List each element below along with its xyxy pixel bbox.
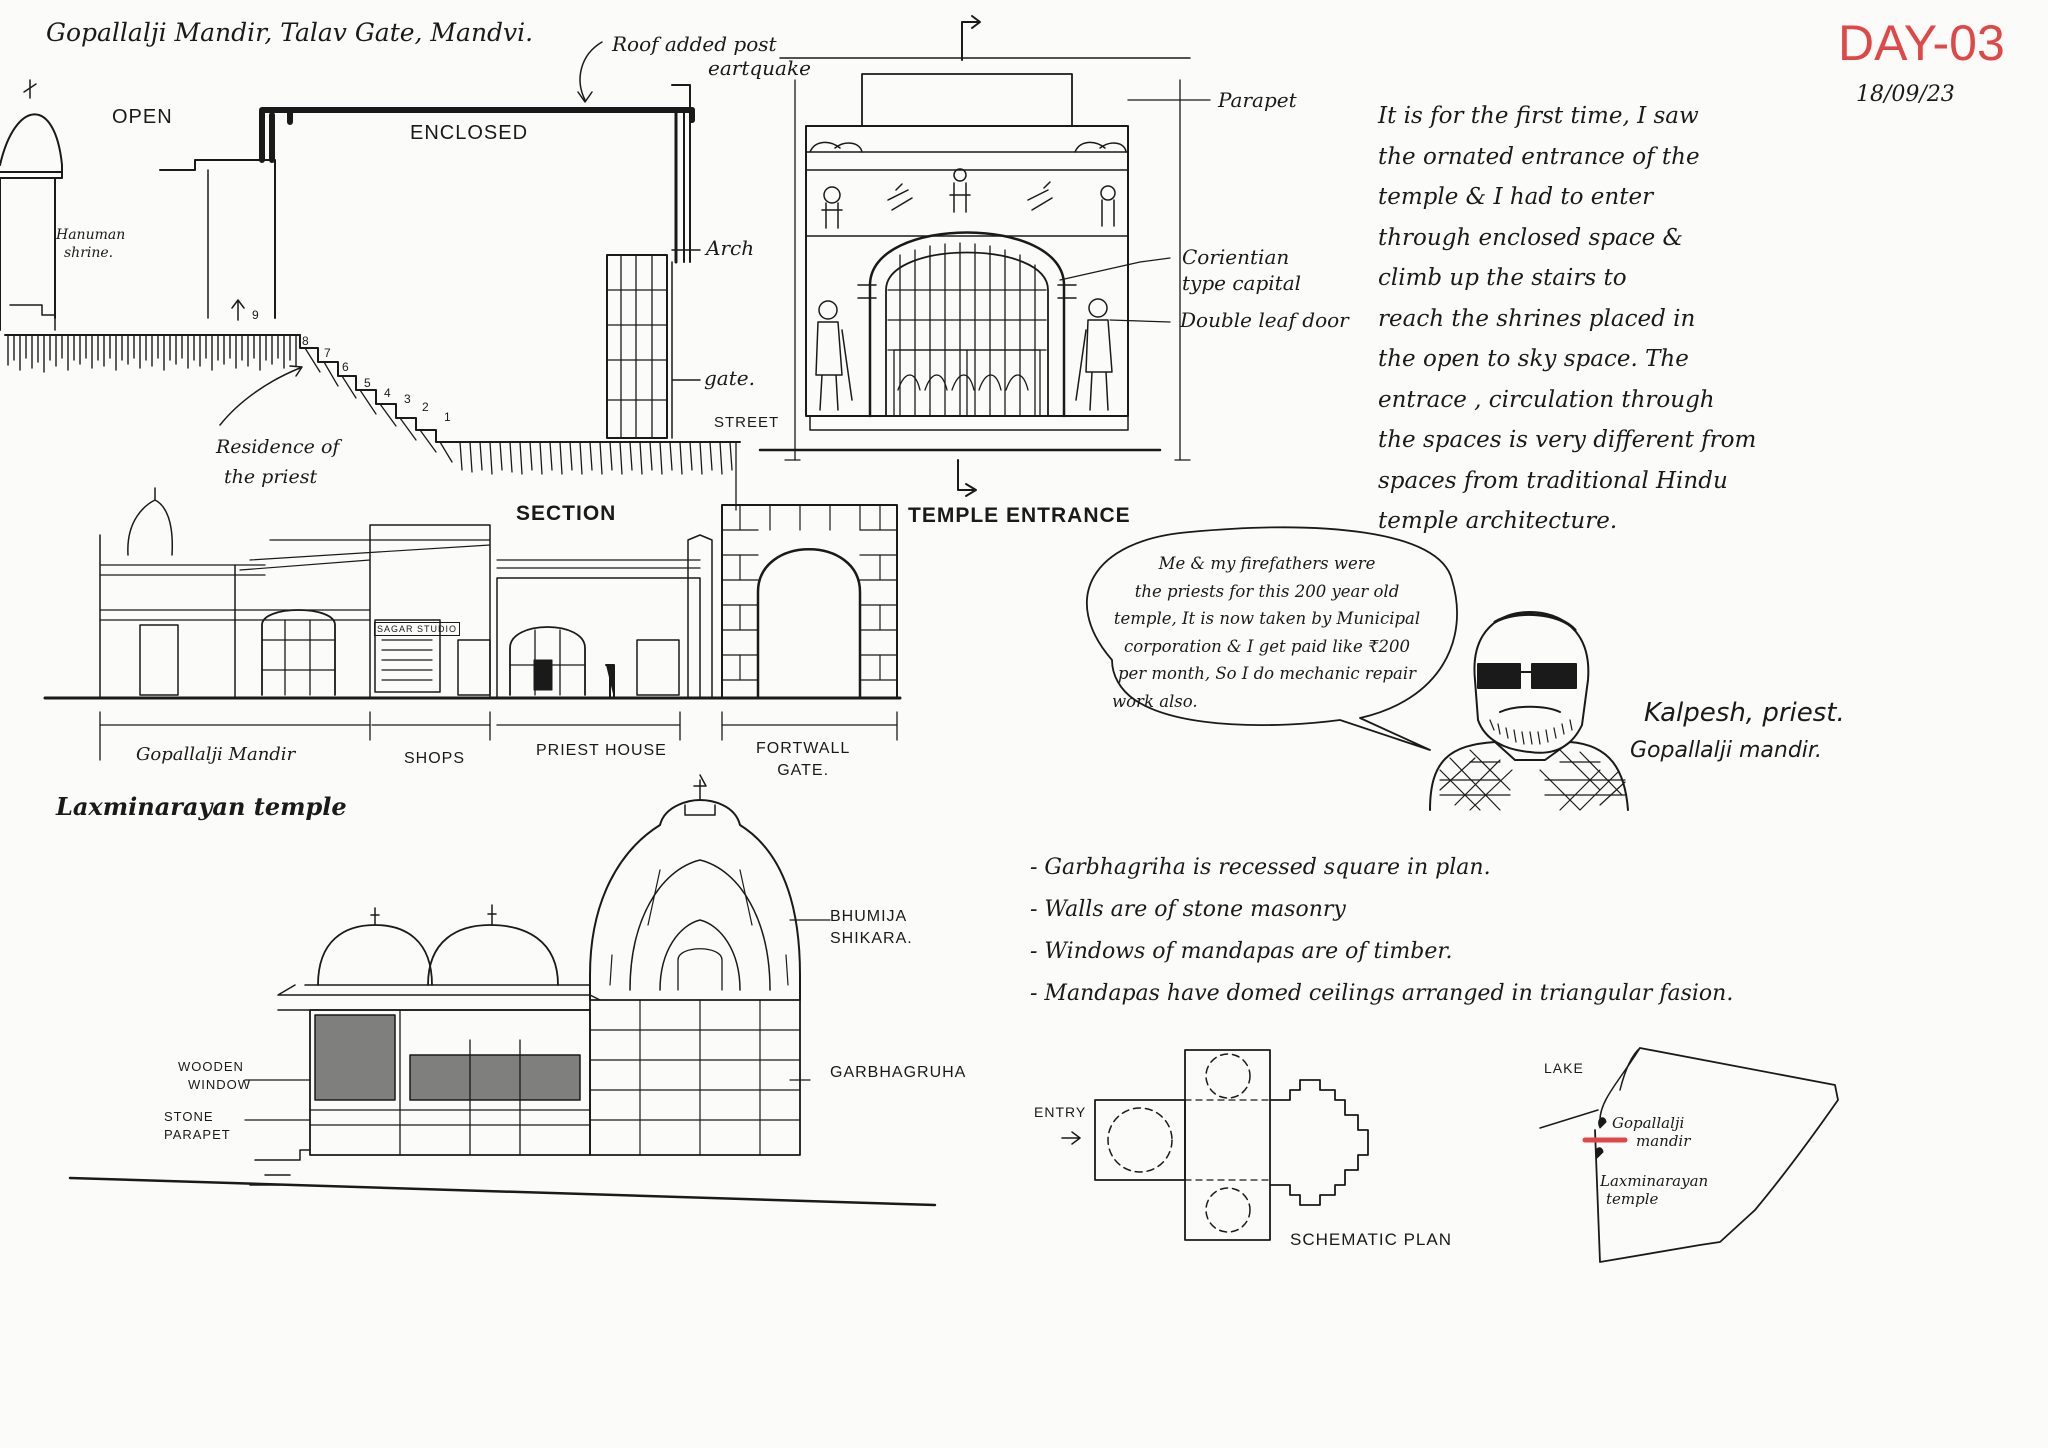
speech-bubble-text: Me & my firefathers were the priests for this 200 year old temple, It is now taken by Municipal corporation & I get paid like ₹200 per month, So I do mechanic repair work also.	[1112, 554, 1421, 711]
step-number: 5	[364, 376, 372, 390]
elevation-label-mandir: Gopallalji Mandir	[136, 744, 296, 765]
step-number: 3	[404, 392, 412, 406]
map-pin-icon	[1599, 1118, 1606, 1128]
plan-caption: SCHEMATIC PLAN	[1290, 1230, 1452, 1249]
page-title: Gopallalji Mandir, Talav Gate, Mandvi.	[46, 18, 534, 47]
step-number: 9	[252, 308, 260, 322]
map-pin-icon-2	[1596, 1148, 1603, 1158]
section-caption: SECTION	[516, 502, 617, 525]
shop-sign: SAGAR STUDIO	[374, 622, 460, 636]
note-item: - Mandapas have domed ceilings arranged in triangular fasion.	[1030, 981, 1734, 1006]
priest-portrait	[1430, 612, 1628, 810]
arch-label: Arch	[706, 236, 755, 260]
step-number: 6	[342, 360, 350, 374]
map-laxminarayan-label: Laxminarayan temple	[1600, 1172, 1709, 1208]
day-label: DAY-03	[1838, 15, 2005, 71]
temple-entrance-drawing	[760, 16, 1210, 496]
date-label: 18/09/23	[1856, 82, 1955, 107]
open-label: OPEN	[112, 106, 173, 128]
step-number: 4	[384, 386, 392, 400]
note-item: - Windows of mandapas are of timber.	[1030, 939, 1453, 964]
wooden-window-label: WOODEN WINDOW	[178, 1059, 252, 1092]
residence-label: Residence of the priest	[216, 436, 340, 488]
elevation-label-shops: SHOPS	[404, 750, 466, 767]
hanuman-shrine-dome	[0, 114, 62, 172]
stone-parapet-label: STONE PARAPET	[164, 1109, 231, 1142]
step-number: 2	[422, 400, 430, 414]
step-number: 1	[444, 410, 452, 424]
step-number: 7	[324, 346, 332, 360]
door-label: Double leaf door	[1180, 308, 1349, 332]
laxminarayan-title: Laxminarayan temple	[56, 792, 347, 821]
schematic-plan-drawing	[1062, 1050, 1368, 1240]
note-item: - Walls are of stone masonry	[1030, 897, 1346, 922]
priest-place: Gopallalji mandir.	[1630, 738, 1822, 763]
street-elevation-drawing	[45, 488, 900, 760]
lake-label: LAKE	[1544, 1060, 1584, 1076]
gate-label: gate.	[704, 366, 755, 390]
step-number: 8	[302, 334, 310, 348]
notes-list	[1030, 855, 1733, 1023]
parapet-label: Parapet	[1218, 88, 1297, 112]
roof-note: Roof added post eartquake	[612, 32, 811, 80]
note-item: - Garbhagriha is recessed square in plan.	[1030, 855, 1491, 880]
entry-label: ENTRY	[1034, 1104, 1087, 1120]
priest-name: Kalpesh, priest.	[1644, 698, 1845, 728]
map-gopallalji-label: Gopallalji mandir	[1612, 1114, 1691, 1150]
entrance-caption: TEMPLE ENTRANCE	[908, 504, 1131, 527]
capital-label: Corientian type capital	[1182, 245, 1302, 295]
elevation-label-fortwall: FORTWALL GATE.	[756, 740, 851, 779]
bhumija-label: BHUMIJA SHIKARA.	[830, 908, 913, 947]
elevation-label-priest-house: PRIEST HOUSE	[536, 742, 667, 759]
hanuman-shrine-label: Hanuman shrine.	[56, 227, 126, 261]
site-map-drawing	[1540, 1048, 1838, 1262]
section-drawing	[0, 42, 740, 510]
street-label: STREET	[714, 414, 780, 431]
description-paragraph: It is for the first time, I saw the ornated entrance of the temple & I had to enter through enclosed space & climb up the stairs to reach the shrines placed in the open to sky space. The entrace , circulation through the spaces is very different from spaces from traditional Hindu temple architecture.	[1378, 103, 1757, 534]
enclosed-label: ENCLOSED	[410, 122, 529, 144]
garbhagruha-label: GARBHAGRUHA	[830, 1064, 967, 1081]
